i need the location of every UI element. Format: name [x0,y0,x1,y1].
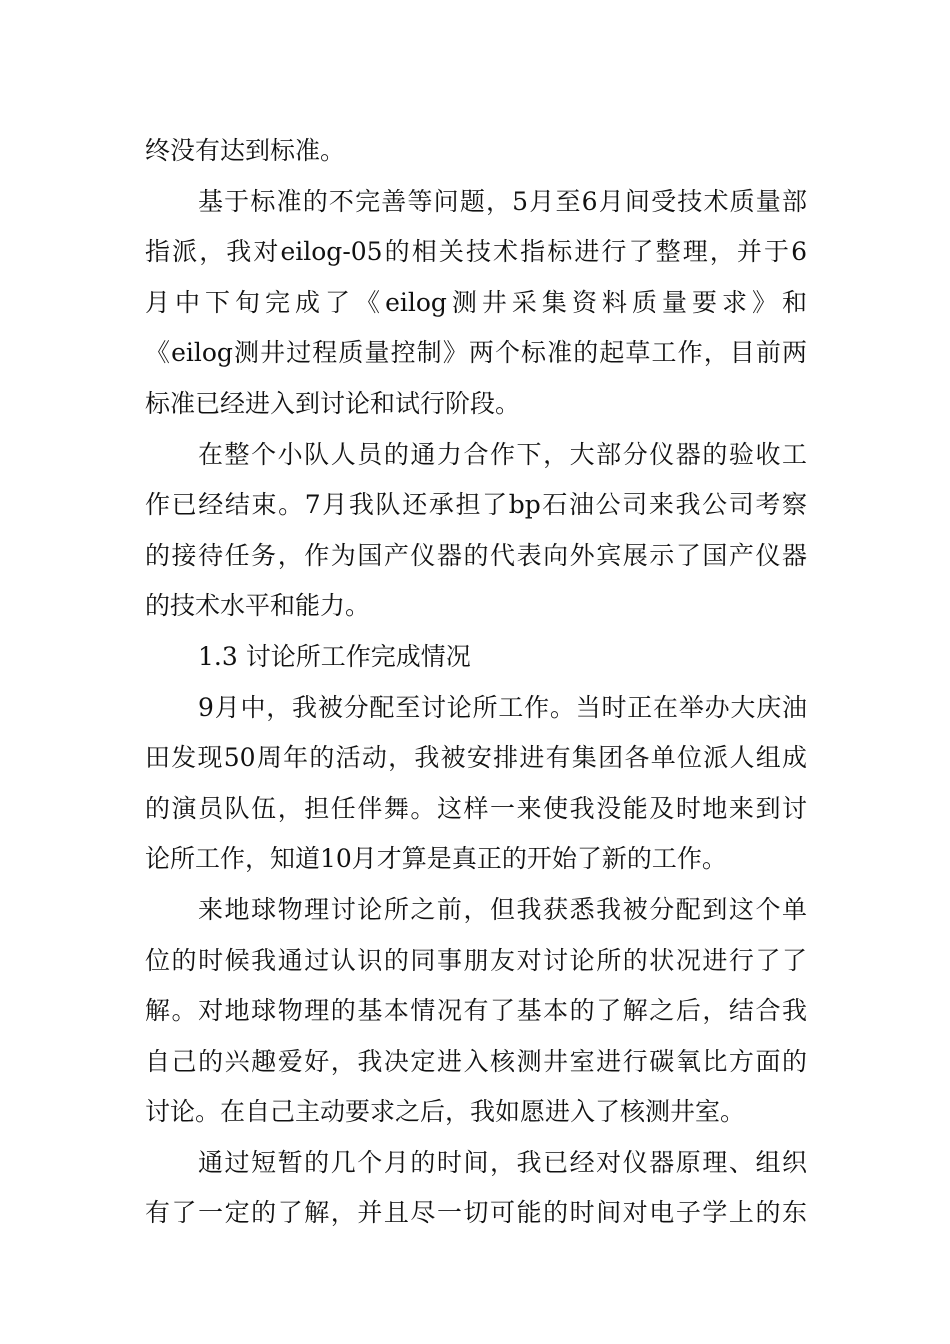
text-line: 讨论。在自己主动要求之后，我如愿进入了核测井室。 [145,1097,746,1127]
text-line: 的接待任务，作为国产仪器的代表向外宾展示了国产仪器 [145,540,807,570]
text-line: 的技术水平和能力。 [145,591,371,621]
text-line: 有了一定的了解，并且尽一切可能的时间对电子学上的东 [145,1198,807,1228]
text-line: 位的时候我通过认识的同事朋友对讨论所的状况进行了了 [145,945,807,975]
paragraph-first-line: 来地球物理讨论所之前，但我获悉我被分配到这个单 [198,894,807,924]
text-line: 作已经结束。7月我队还承担了bp石油公司来我公司考察 [145,490,807,520]
paragraph-first-line: 9月中，我被分配至讨论所工作。当时正在举办大庆油 [198,692,807,722]
text-line: 月中下旬完成了《eilog测井采集资料质量要求》和 [145,287,807,317]
text-line: 终没有达到标准。 [145,136,346,165]
text-line: 田发现50周年的活动，我被安排进有集团各单位派人组成 [145,743,807,773]
paragraph-first-line: 在整个小队人员的通力合作下，大部分仪器的验收工 [198,439,807,469]
text-line: 标准已经进入到讨论和试行阶段。 [145,388,521,418]
section-heading: 1.3 讨论所工作完成情况 [198,641,471,671]
text-line: 解。对地球物理的基本情况有了基本的了解之后，结合我 [145,996,807,1026]
text-line: 论所工作，知道10月才算是真正的开始了新的工作。 [145,844,727,874]
paragraph-first-line: 通过短暂的几个月的时间，我已经对仪器原理、组织 [198,1147,807,1177]
text-line: 的演员队伍，担任伴舞。这样一来使我没能及时地来到讨 [145,793,807,823]
text-line: 《eilog测井过程质量控制》两个标准的起草工作，目前两 [145,338,807,368]
text-line: 指派，我对eilog-05的相关技术指标进行了整理，并于6 [145,237,807,267]
text-line: 自己的兴趣爱好，我决定进入核测井室进行碳氧比方面的 [145,1046,807,1076]
body-text [145,126,807,1239]
paragraph-first-line: 基于标准的不完善等问题，5月至6月间受技术质量部 [198,186,807,216]
